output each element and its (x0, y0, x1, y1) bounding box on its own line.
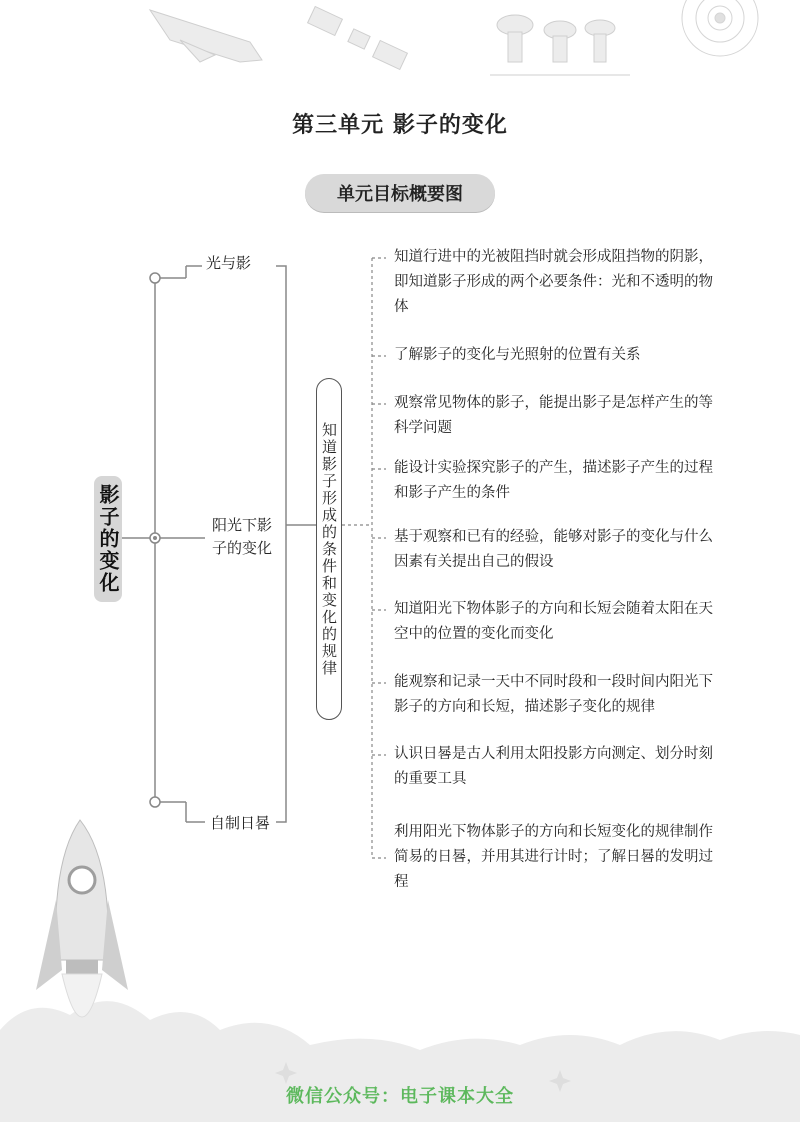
goal-item: 了解影子的变化与光照射的位置有关系 (394, 347, 641, 363)
goal-item: 知道行进中的光被阻挡时就会形成阻挡物的阴影，即知道影子形成的两个必要条件：光和不透明的物体 (394, 249, 713, 315)
page-title: 第三单元 影子的变化 (292, 112, 508, 138)
section-label-badge: 单元目标概要图 (305, 174, 495, 212)
goal-item: 能观察和记录一天中不同时段和一段时间内阳光下影子的方向和长短，描述影子变化的规律 (394, 674, 713, 715)
root-node: 影子的变化 (94, 476, 122, 602)
goal-item: 能设计实验探究影子的产生，描述影子产生的过程和影子产生的条件 (394, 460, 713, 501)
branch-node-light-and-shadow: 光与影 (206, 254, 252, 272)
branch-node-sundial: 自制日晷 (210, 814, 271, 832)
objective-summary-node: 知道影子形成的条件和变化的规律 (316, 378, 342, 720)
goal-item: 基于观察和已有的经验，能够对影子的变化与什么因素有关提出自己的假设 (394, 529, 713, 570)
goal-item: 知道阳光下物体影子的方向和长短会随着太阳在天空中的位置的变化而变化 (394, 601, 713, 642)
goal-item: 观察常见物体的影子，能提出影子是怎样产生的等科学问题 (394, 395, 713, 436)
footer-watermark: 微信公众号：电子课本大全 (286, 1086, 514, 1107)
goal-item: 认识日晷是古人利用太阳投影方向测定、划分时刻的重要工具 (394, 746, 713, 787)
branch-node-shadow-in-sunlight: 阳光下影子的变化 (212, 516, 273, 557)
goal-item: 利用阳光下物体影子的方向和长短变化的规律制作简易的日晷，并用其进行计时；了解日晷的发明过程 (394, 824, 713, 890)
